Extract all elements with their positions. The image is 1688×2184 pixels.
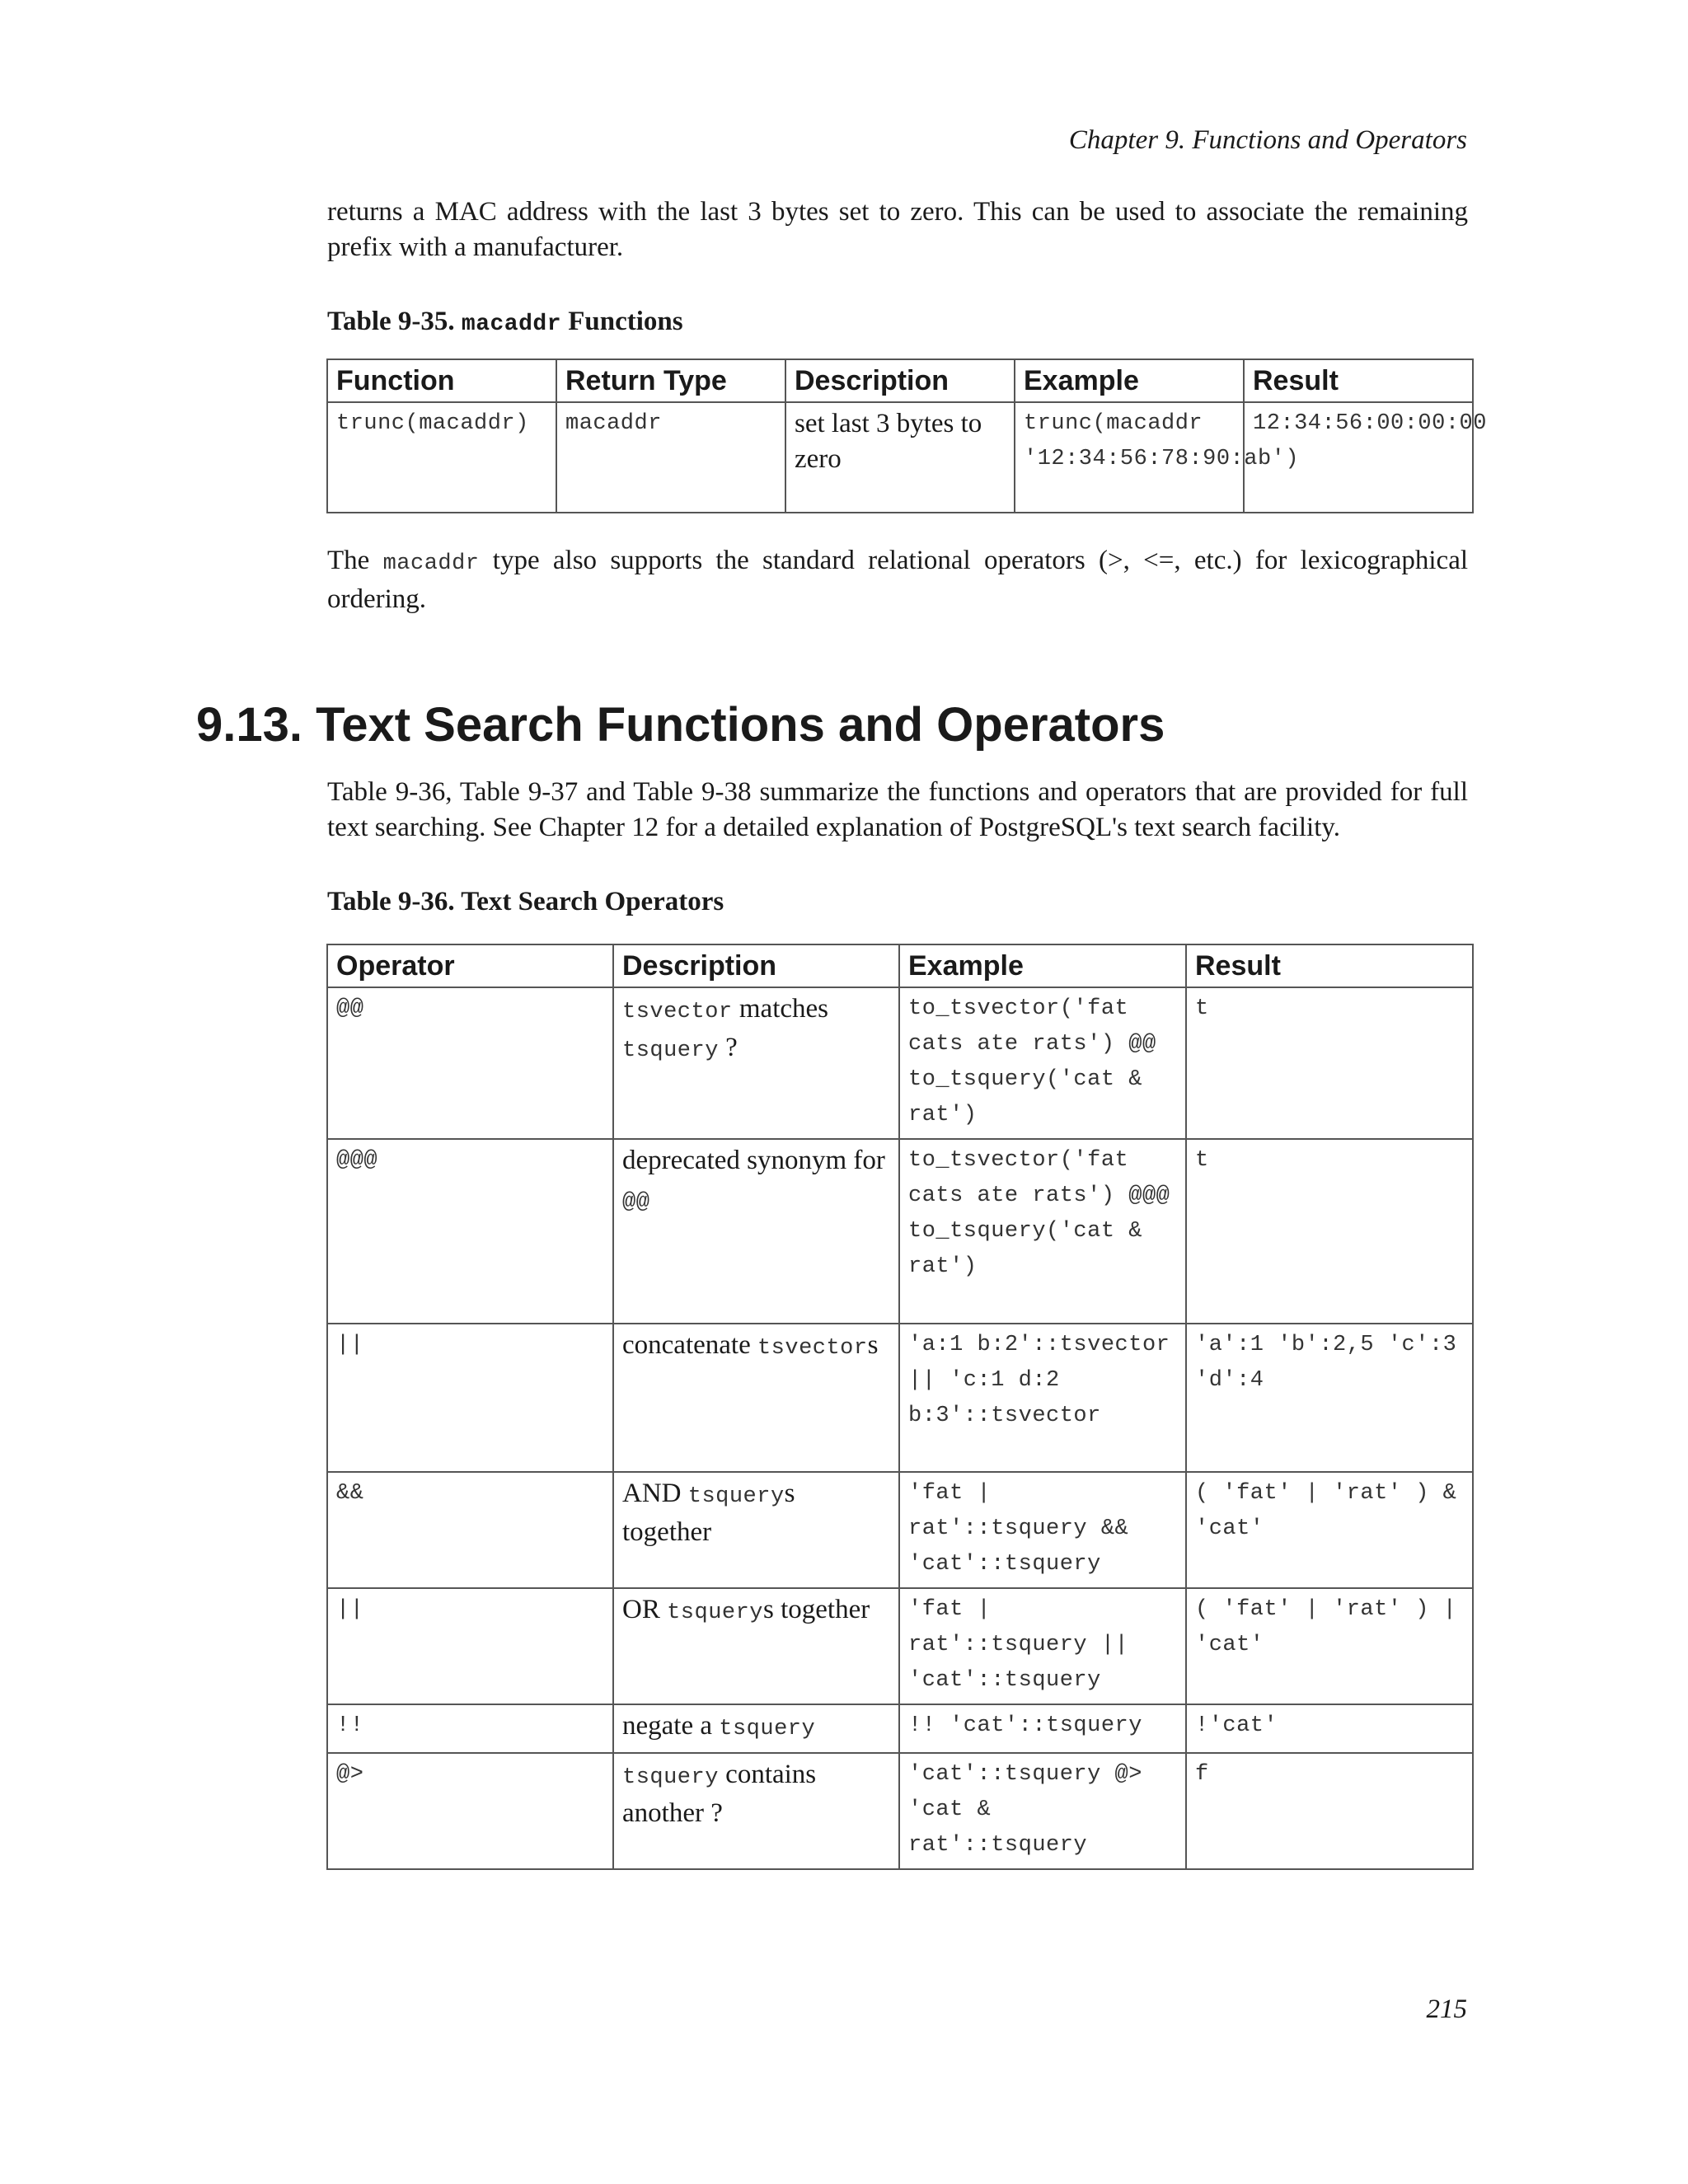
desc-text: OR <box>622 1595 668 1624</box>
example-cell: 'fat | rat'::tsquery && 'cat'::tsquery <box>899 1472 1186 1588</box>
description-cell <box>613 987 899 1139</box>
result-cell: t <box>1186 987 1473 1139</box>
relational-operators-note <box>327 543 1468 617</box>
desc-text: contains another ? <box>622 1760 817 1828</box>
return-type-cell: macaddr <box>556 402 785 513</box>
note-text: The <box>327 546 370 575</box>
operator-cell: @> <box>327 1753 613 1869</box>
table-35-caption-prefix: Table 9-35. <box>327 307 455 336</box>
table-35-caption <box>327 307 683 337</box>
desc-code: @@ <box>622 1190 650 1215</box>
table-row <box>327 1588 1473 1704</box>
description-cell <box>613 1753 899 1869</box>
macaddr-functions-table <box>326 359 1487 513</box>
section-heading: 9.13. Text Search Functions and Operators <box>196 698 1165 752</box>
result-cell: 12:34:56:00:00:00 <box>1244 402 1473 513</box>
table-35-caption-code: macaddr <box>461 312 562 337</box>
desc-code: tsvector <box>757 1336 868 1361</box>
description-cell <box>613 1704 899 1753</box>
desc-text: negate a <box>622 1711 720 1741</box>
operator-cell: !! <box>327 1704 613 1753</box>
example-cell: trunc(macaddr '12:34:56:78:90:ab') <box>1015 402 1244 513</box>
desc-text: deprecated synonym for <box>622 1146 885 1175</box>
column-header: Example <box>1015 359 1244 402</box>
description-cell <box>613 1324 899 1472</box>
desc-text: s together <box>763 1595 870 1624</box>
example-cell: to_tsvector('fat cats ate rats') @@ to_tsquery('cat & rat') <box>899 987 1186 1139</box>
table-header-row <box>327 944 1473 987</box>
text-search-operators-table <box>326 944 1474 1870</box>
example-cell: 'cat'::tsquery @> 'cat & rat'::tsquery <box>899 1753 1186 1869</box>
desc-code: tsvector <box>622 1000 733 1024</box>
column-header: Return Type <box>556 359 785 402</box>
function-cell: trunc(macaddr) <box>327 402 556 513</box>
description-cell <box>613 1472 899 1588</box>
running-header: Chapter 9. Functions and Operators <box>1068 125 1467 155</box>
column-header: Result <box>1186 944 1473 987</box>
table-row <box>327 1139 1473 1324</box>
desc-code: tsquery <box>719 1717 816 1741</box>
example-cell: !! 'cat'::tsquery <box>899 1704 1186 1753</box>
column-header: Description <box>785 359 1015 402</box>
operator-cell: @@ <box>327 987 613 1139</box>
table-header-row <box>327 359 1473 402</box>
desc-code: tsquery <box>622 1765 719 1790</box>
result-cell: t <box>1186 1139 1473 1324</box>
result-cell: !'cat' <box>1186 1704 1473 1753</box>
result-cell: ( 'fat' | 'rat' ) | 'cat' <box>1186 1588 1473 1704</box>
table-row <box>327 987 1473 1139</box>
operator-cell: && <box>327 1472 613 1588</box>
section-intro-paragraph: Table 9-36, Table 9-37 and Table 9-38 summarize the functions and operators that are provided for full text searching. See Chapter 12 for a detailed explanation of PostgreSQL's text search facility. <box>327 777 1468 842</box>
result-cell: ( 'fat' | 'rat' ) & 'cat' <box>1186 1472 1473 1588</box>
table-row <box>327 1753 1473 1869</box>
table-row <box>327 402 1473 513</box>
column-header: Operator <box>327 944 613 987</box>
example-cell: to_tsvector('fat cats ate rats') @@@ to_tsquery('cat & rat') <box>899 1139 1186 1324</box>
desc-code: tsquery <box>667 1601 764 1625</box>
table-row <box>327 1324 1473 1472</box>
operator-cell: || <box>327 1324 613 1472</box>
desc-code: tsquery <box>622 1038 719 1063</box>
desc-text: s <box>867 1330 879 1360</box>
column-header: Description <box>613 944 899 987</box>
desc-text: matches <box>732 994 828 1024</box>
desc-text: s together <box>622 1479 795 1547</box>
example-cell: 'fat | rat'::tsquery || 'cat'::tsquery <box>899 1588 1186 1704</box>
column-header: Result <box>1244 359 1473 402</box>
example-cell: 'a:1 b:2'::tsvector || 'c:1 d:2 b:3'::tsvector <box>899 1324 1186 1472</box>
table-35-caption-suffix: Functions <box>568 307 683 336</box>
desc-text: concatenate <box>622 1330 757 1360</box>
page-number: 215 <box>1426 1994 1467 2024</box>
intro-paragraph: returns a MAC address with the last 3 bytes set to zero. This can be used to associate the remaining prefix with a manufacturer. <box>327 197 1468 262</box>
operator-cell: @@@ <box>327 1139 613 1324</box>
table-row <box>327 1472 1473 1588</box>
operator-cell: || <box>327 1588 613 1704</box>
note-text: type also supports the standard relational operators (>, <=, etc.) for lexicographical ordering. <box>327 546 1469 614</box>
description-cell: set last 3 bytes to zero <box>785 402 1015 513</box>
note-code: macaddr <box>382 551 480 576</box>
desc-text: AND <box>622 1479 688 1508</box>
description-cell <box>613 1588 899 1704</box>
result-cell: 'a':1 'b':2,5 'c':3 'd':4 <box>1186 1324 1473 1472</box>
desc-code: tsquery <box>687 1484 785 1509</box>
description-cell <box>613 1139 899 1324</box>
table-36-caption: Table 9-36. Text Search Operators <box>327 887 724 916</box>
column-header: Example <box>899 944 1186 987</box>
column-header: Function <box>327 359 556 402</box>
table-row <box>327 1704 1473 1753</box>
result-cell: f <box>1186 1753 1473 1869</box>
desc-text: ? <box>718 1033 738 1062</box>
